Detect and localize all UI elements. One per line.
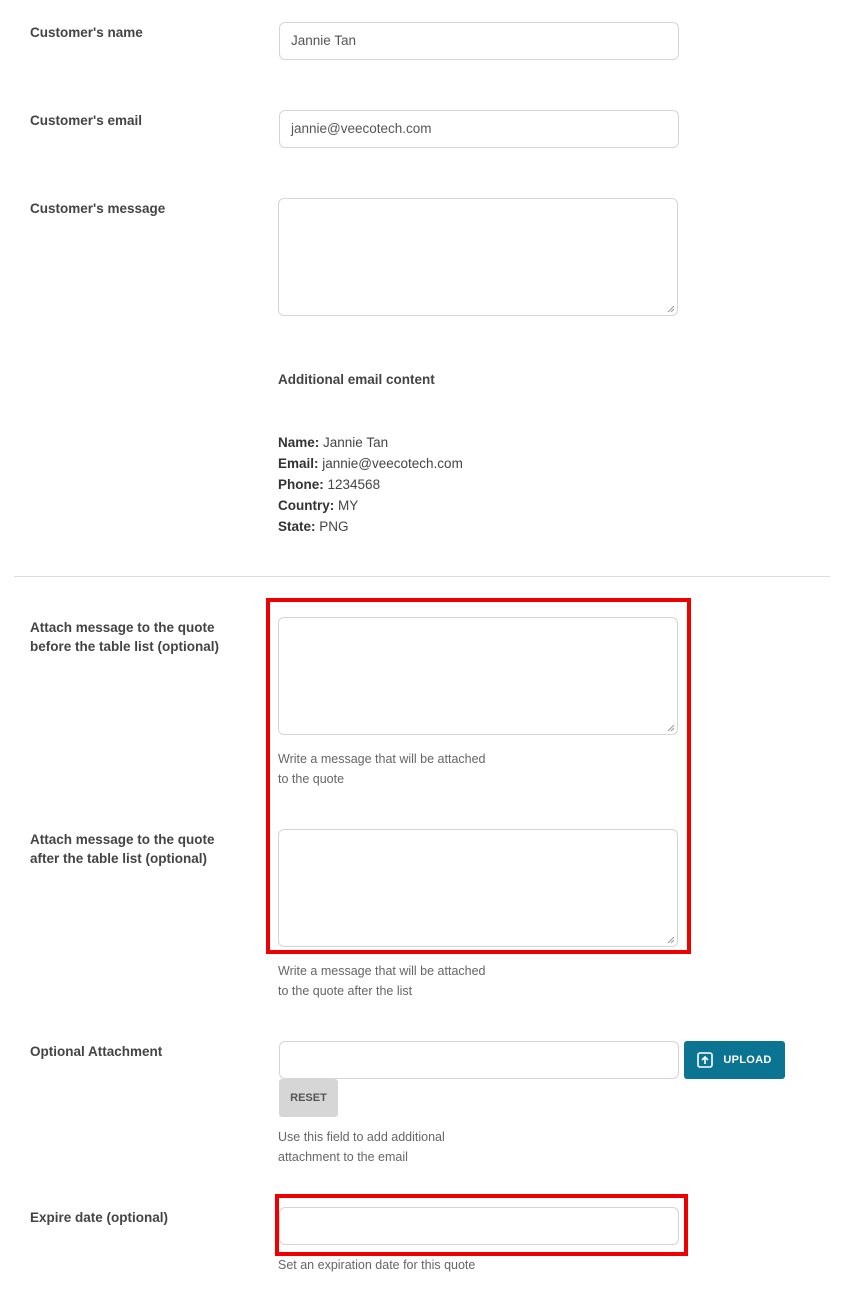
attach-before-help-line1: Write a message that will be attached bbox=[278, 752, 486, 766]
highlight-box-attach-messages bbox=[266, 598, 691, 954]
attach-after-label bbox=[30, 830, 250, 868]
info-phone-row bbox=[278, 474, 463, 495]
info-state-row bbox=[278, 516, 463, 537]
attachment-help bbox=[278, 1127, 508, 1167]
attach-before-label-line2: before the table list (optional) bbox=[30, 639, 220, 654]
info-state-value: PNG bbox=[319, 519, 349, 534]
attach-before-label bbox=[30, 618, 250, 656]
info-email-value: jannie@veecotech.com bbox=[322, 456, 463, 471]
info-name-key: Name: bbox=[278, 435, 320, 450]
attach-after-label-line1: Attach message to the quote bbox=[30, 832, 215, 847]
info-state-key: State: bbox=[278, 519, 316, 534]
customer-message-label: Customer's message bbox=[30, 201, 166, 216]
upload-button[interactable] bbox=[684, 1041, 785, 1079]
attachment-url-input[interactable] bbox=[279, 1041, 679, 1079]
info-country-key: Country: bbox=[278, 498, 335, 513]
info-phone-key: Phone: bbox=[278, 477, 324, 492]
attachment-help-line1: Use this field to add additional bbox=[278, 1130, 445, 1144]
section-divider bbox=[14, 576, 830, 577]
reset-button[interactable]: RESET bbox=[279, 1079, 338, 1117]
attachment-help-line2: attachment to the email bbox=[278, 1150, 408, 1164]
highlight-box-expire-date bbox=[275, 1194, 688, 1256]
attach-before-label-line1: Attach message to the quote bbox=[30, 620, 215, 635]
attach-after-help bbox=[278, 961, 508, 1001]
expire-date-help: Set an expiration date for this quote bbox=[278, 1258, 476, 1272]
optional-attachment-label: Optional Attachment bbox=[30, 1044, 163, 1059]
additional-email-content bbox=[278, 432, 463, 537]
upload-button-label: UPLOAD bbox=[723, 1054, 772, 1066]
customer-email-input[interactable]: jannie@veecotech.com bbox=[279, 110, 679, 148]
additional-email-content-title: Additional email content bbox=[278, 372, 435, 387]
info-name-value: Jannie Tan bbox=[323, 435, 389, 450]
attach-after-label-line2: after the table list (optional) bbox=[30, 851, 208, 866]
info-email-row bbox=[278, 453, 463, 474]
expire-date-label: Expire date (optional) bbox=[30, 1210, 169, 1225]
upload-icon bbox=[697, 1052, 713, 1068]
attach-before-help-line2: to the quote bbox=[278, 772, 345, 786]
customer-name-label: Customer's name bbox=[30, 25, 143, 40]
info-name-row bbox=[278, 432, 463, 453]
customer-name-input[interactable]: Jannie Tan bbox=[279, 22, 679, 60]
info-country-row bbox=[278, 495, 463, 516]
customer-email-label: Customer's email bbox=[30, 113, 143, 128]
info-country-value: MY bbox=[338, 498, 359, 513]
info-phone-value: 1234568 bbox=[327, 477, 381, 492]
resize-grip-icon[interactable] bbox=[666, 304, 675, 313]
attach-after-help-line2: to the quote after the list bbox=[278, 984, 413, 998]
info-email-key: Email: bbox=[278, 456, 319, 471]
customer-message-textarea[interactable] bbox=[278, 198, 678, 316]
attach-after-help-line1: Write a message that will be attached bbox=[278, 964, 486, 978]
